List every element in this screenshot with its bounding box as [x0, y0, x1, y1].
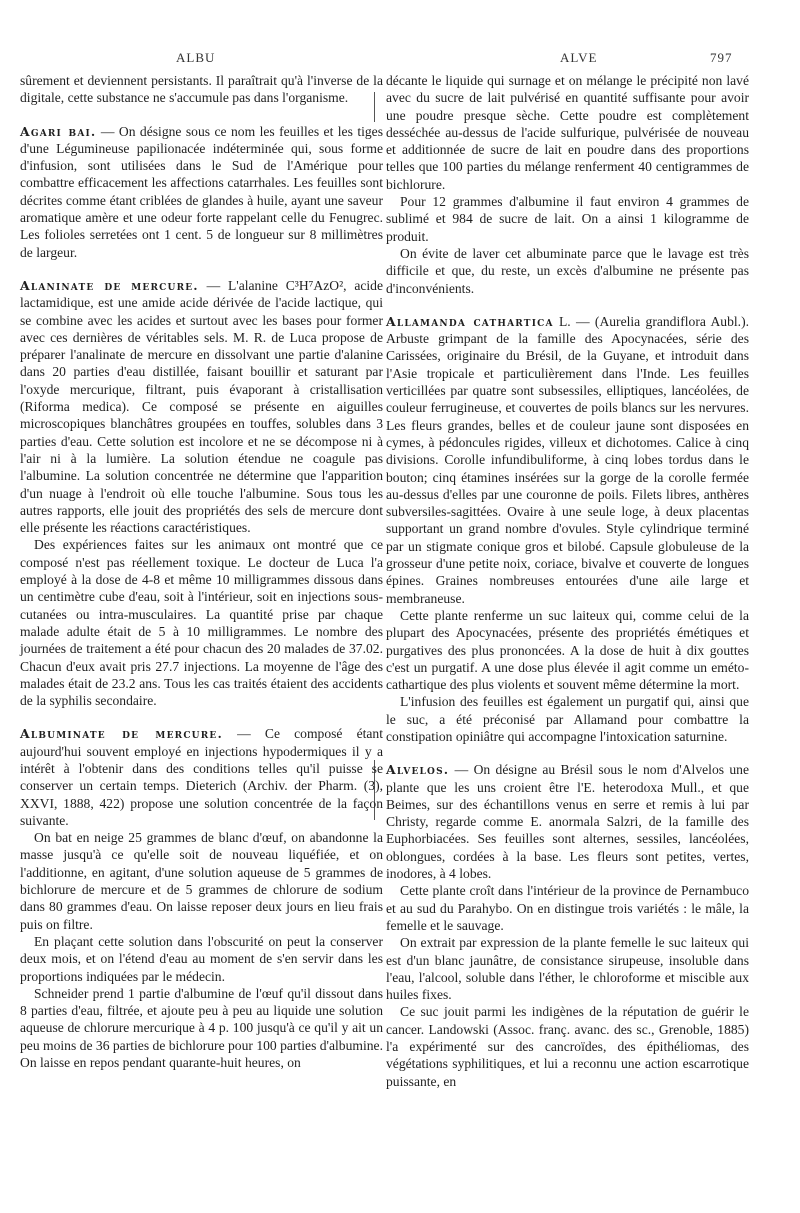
paragraph: Schneider prend 1 partie d'albumine de l'œuf qu'il dissout dans 8 parties d'eau, filtrée, et ajoute peu à peu au liquide une solution aqueuse de chlorure mercurique à 4 p. 100 jusqu'à ce qu'il y ait un peu moins de 36 parties de bichlorure pour 100 parties d'albumine. On laisse en repos pendant quarante-huit heures, on: [20, 985, 383, 1071]
continued-paragraph: décante le liquide qui surnage et on mélange le précipité non lavé avec du sucre de lait pulvérisé en quantité suffisante pour avoir une poudre presque sèche. Cette poudre est complètement desséchée au-dessus de l'acide sulfurique, pulvérisée de nouveau et additionnée de sucre de lait en poudre dans des proportions telles que 100 parties du mélange renferment 40 centigrammes de bichlorure.: [386, 73, 749, 192]
paragraph: On extrait par expression de la plante femelle le suc laiteux qui est d'un blanc jaunâtre, de consistance sirupeuse, insoluble dans l'eau, l'alcool, soluble dans l'éther, le chloroforme et miscible aux huiles fixes.: [386, 935, 749, 1003]
dictionary-entry: [20, 123, 383, 261]
paragraph: L'infusion des feuilles est également un purgatif qui, ainsi que le suc, a été préconisé par Allamand pour combattre la constipation opiniâtre qui accompagne l'intoxication saturnine.: [386, 694, 749, 744]
paragraph: Cette plante renferme un suc laiteux qui, comme celui de la plupart des Apocynacées, présente des propriétés émétiques et purgatives des plus prononcées. A la dose de huit à dix gouttes c'est un purgatif. A une dose plus élevée il agit comme un eméto-cathartique des plus violents et souvent même détermine la mort.: [386, 607, 749, 693]
entry-headword: Albuminate de mercure.: [20, 726, 223, 742]
paragraph: On évite de laver cet albuminate parce que le lavage est très difficile et que, du reste, un excès d'albumine ne présente pas d'inconvénients.: [386, 245, 749, 296]
paragraph: Ce suc jouit parmi les indigènes de la réputation de guérir le cancer. Landowski (Assoc. franç. avanc. des sc., Grenoble, 1885) l'a expérimenté sur des cancroïdes, des épithéliomas, des végétations syphilitiques, et lui a reconnu une action escarrotique puissante, en: [386, 1004, 749, 1089]
running-head-right: ALVE: [560, 50, 598, 65]
entry-text: — Ce composé étant aujourd'hui souvent employé en injections hypodermiques il y a intérêt à l'obtenir dans des conditions telles qu'il puisse se conserver un certain temps. Dieterich (Archiv. der Pharm. (3), XXVI, 1888, 422) propose une solution concentrée de la façon suivante.: [20, 726, 383, 828]
entry-text: — On désigne sous ce nom les feuilles et les tiges d'une Légumineuse papilionacée indéterminée qui, sous forme d'infusion, sont utilisées dans le Sud de l'Amérique pour combattre efficacement les affections catarrhales. Les feuilles sont décrites comme étant criblées de glandes à huile, ayant une saveur aromatique amère et une odeur forte rappelant celle du Fenugrec. Les folioles serretées ont 1 cent. 5 de longueur sur 8 millimètres de largeur.: [20, 123, 383, 260]
entry-headword: Alaninate de mercure.: [20, 277, 199, 293]
entry-headword: Alvelos.: [386, 762, 450, 778]
running-head-left: ALBU: [176, 50, 216, 65]
page-number: 797: [710, 50, 733, 65]
dictionary-entry: [20, 277, 383, 536]
entry-text: — L'alanine C³H⁷AzO², acide lactamidique, est une amide acide dérivée de l'acide lactique, qui se combine avec les acides et surtout avec les bases pour former avec ces dernières de véritables sels. M. R. de Luca propose de préparer l'analinate de mercure en dissolvant une partie d'alanine dans 20 parties d'eau distillée, faisant bouillir et saturant par l'oxyde mercurique, filtrant, puis évaporant à cristallisation (Riforma medica). Ce composé se présente en aiguilles microscopiques blanchâtres groupées en touffes, solubles dans 3 parties d'eau. Cette solution est incolore et ne se décompose ni à l'air ni à la lumière. La solution étendue ne coagule pas l'albumine. La solution concentrée ne détermine que l'apparition d'un nuage à l'endroit où elle touche l'albumine. Sous tous les autres rapports, elle jouit des propriétés des sels de mercure dont elle présente les réactions caractéristiques.: [20, 277, 383, 536]
paragraph: On bat en neige 25 grammes de blanc d'œuf, on abandonne la masse jusqu'à ce qu'elle soit de nouveau liquéfiée, et on l'additionne, en agitant, d'une solution aqueuse de 5 grammes de bichlorure de mercure et de 5 grammes de chlorure de sodium dans 80 grammes d'eau. On laisse reposer deux jours en lieu frais puis on filtre.: [20, 830, 383, 932]
running-head: [0, 50, 800, 70]
continued-paragraph: sûrement et deviennent persistants. Il paraîtrait qu'à l'inverse de la digitale, cette substance ne s'accumule pas dans l'organisme.: [20, 73, 383, 106]
paragraph: Pour 12 grammes d'albumine il faut environ 4 grammes de sublimé et 984 de sucre de lait. On a ainsi 1 kilogramme de produit.: [386, 194, 749, 244]
entry-text: L. — (Aurelia grandiflora Aubl.). Arbuste grimpant de la famille des Apocynacées, série des Carissées, originaire du Brésil, de la Guyane, et introduit dans l'Asie tropicale et particulièrement dans l'Inde. Les feuilles verticillées par quatre sont subsessiles, elliptiques, lancéolées, de couleur ferrugineuse, et couvertes de poils blancs sur les nervures. Les fleurs grandes, belles et de couleur jaune sont disposées en cymes, à pédoncules rigides, villeux et dichotomes. Calice à cinq divisions. Corolle infundibuliforme, à cinq lobes tordus dans le bouton; cinq étamines insérées sur la gorge de la corolle fermée au-dessus d'elles par une couronne de poils. Filets libres, anthères subversiles-sagittées. Ovaire à une seule loge, à deux placentas supportant un grand nombre d'ovules. Style cylindrique terminé par un stigmate conique gros et bilobé. Capsule globuleuse de la grosseur d'une petite noix, coriace, bivalve et couverte de longues épines. Graines nombreuses entourées d'une aile large et membraneuse.: [386, 313, 749, 606]
left-column: [20, 72, 383, 1071]
right-column: [386, 72, 749, 1090]
dictionary-entry: [386, 761, 749, 882]
paragraph: Cette plante croît dans l'intérieur de la province de Pernambuco et au sud du Parahybo. On en distingue trois variétés : le mâle, la femelle et le sauvage.: [386, 883, 749, 933]
dictionary-entry: [20, 725, 383, 829]
entry-headword: Agari bai.: [20, 123, 97, 139]
paragraph: Des expériences faites sur les animaux ont montré que ce composé n'est pas réellement toxique. Le docteur de Luca l'a employé à la dose de 4-8 et même 10 milligrammes dissous dans un centimètre cube d'eau, soit à l'intérieur, soit en injections sous-cutanées ou intra-musculaires. La quantité prise par chaque malade adulte était de 5 à 10 milligrammes. Le nombre des journées de traitement a été pour chacun des 20 malades de 37.02. Chacun d'eux avait pris 27.7 injections. La moyenne de l'âge des malades était de 23.2 ans. Tous les cas traités étaient des accidents de la syphilis secondaire.: [20, 537, 383, 709]
dictionary-entry: [386, 313, 749, 607]
paragraph: En plaçant cette solution dans l'obscurité on peut la conserver deux mois, et on l'étend d'eau au moment de s'en servir dans les proportions indiquées par le médecin.: [20, 933, 383, 984]
entry-text: — On désigne au Brésil sous le nom d'Alvelos une plante que les uns croient être l'E. heterodoxa Mull., et que Beimes, sur des échantillons venus en serre et remis à lui par Christy, regarde comme E. anormala Salzri, de la famille des Euphorbiacées. Ses feuilles sont alternes, sessiles, lancéolées, oblongues, cordées à la base. Les fleurs sont petites, vertes, inodores, à 4 lobes.: [386, 762, 749, 882]
entry-headword: Allamanda cathartica: [386, 313, 554, 329]
